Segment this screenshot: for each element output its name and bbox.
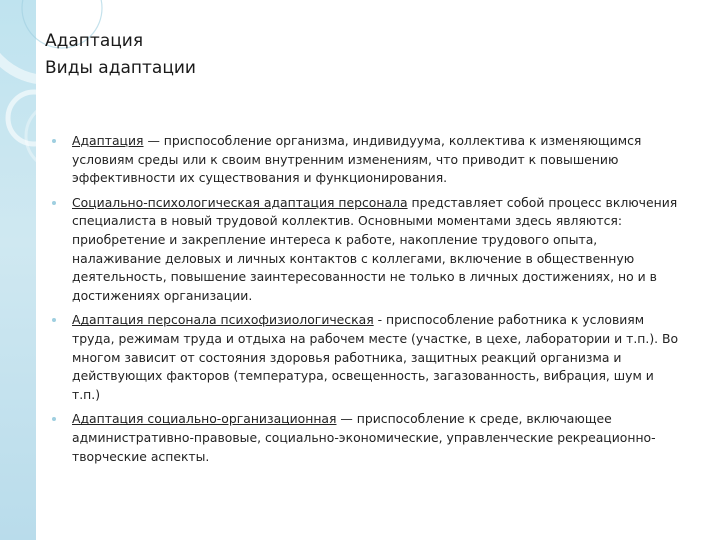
bullet-term: Адаптация персонала психофизиологическая — [72, 312, 374, 328]
slide-title — [45, 28, 196, 82]
bullet-term: Адаптация — [72, 133, 144, 148]
bullet-dot-icon — [52, 318, 56, 322]
bullet-term: Адаптация социально-организационная — [72, 411, 337, 427]
bullet-text: — приспособление к среде, включающее административно-правовые, социально-экономические, управленческие рекреационно-творческие аспекты. — [72, 411, 656, 464]
decorative-sidebar — [0, 0, 36, 540]
bullet-list — [52, 132, 684, 472]
slide-title-main: Адаптация — [45, 31, 144, 51]
bullet-item-psychophysiological — [52, 311, 684, 404]
bullet-term: Социально-психологическая адаптация персонала — [72, 194, 408, 210]
bullet-dot-icon — [52, 139, 56, 143]
bullet-dot-icon — [52, 417, 56, 421]
bullet-item-socio-psychological — [52, 194, 684, 306]
bullet-text: — приспособление организма, индивидуума, коллектива к изменяющимся условиям среды или к своим внутренним изменениям, что приводит к повышению эффективности их существования и функционирования. — [72, 133, 642, 186]
slide-subtitle: Виды адаптации — [45, 58, 196, 78]
bullet-item-socio-organizational — [52, 410, 684, 466]
bullet-text: представляет собой процесс включения специалиста в новый трудовой коллектив. Основными моментами здесь являются: приобретение и закрепление интереса к работе, накопление трудового опыта, налаживание деловых и личных контактов с коллегами, включение в общественную деятельность, повышение заинтересованности не только в личных достижениях, но и в достижениях организации. — [72, 194, 678, 303]
bullet-text: - приспособление работника к условиям труда, режимам труда и отдыха на рабочем месте (участке, в цехе, лаборатории и т.п.). Во многом зависит от состояния здоровья работника, защитных реакций организма и действующих факторов (температура, освещенность, загазованность, вибрация, шум и т.п.) — [72, 312, 679, 402]
bullet-dot-icon — [52, 201, 56, 205]
bullet-item-adaptation — [52, 132, 684, 188]
